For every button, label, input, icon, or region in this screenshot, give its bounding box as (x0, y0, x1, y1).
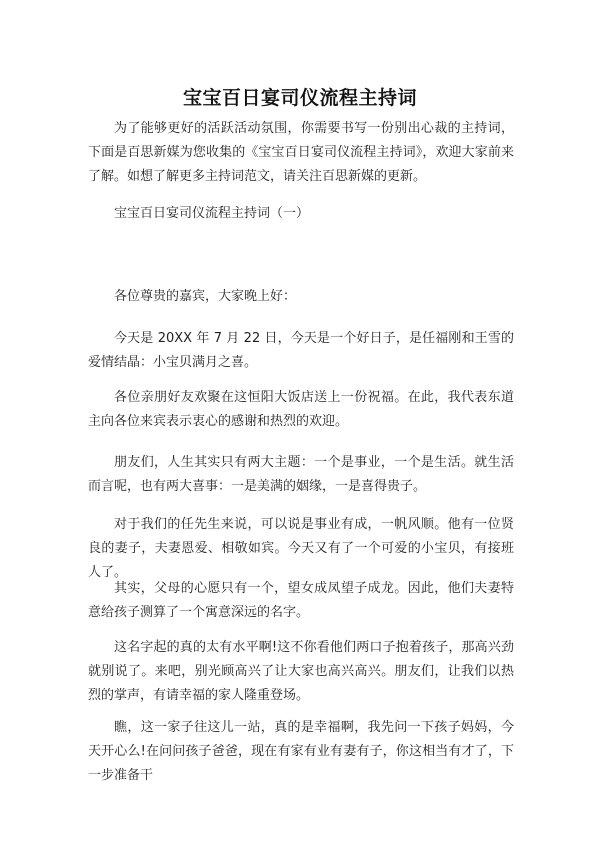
document-title: 宝宝百日宴司仪流程主持词 (182, 87, 417, 109)
body-paragraph: 瞧，这一家子往这儿一站，真的是幸福啊，我先问一下孩子妈妈，今天开心么!在问问孩子爸爸，现在有家有业有妻有子，你这相当有才了，下一步准备干 (88, 720, 514, 783)
section-subtitle: 宝宝百日宴司仪流程主持词（一） (114, 206, 310, 221)
body-paragraph: 对于我们的任先生来说，可以说是事业有成，一帆风顺。他有一位贤良的妻子，夫妻恩爱、相敬如宾。今天又有了一个可爱的小宝贝，有接班人了。 (88, 517, 514, 580)
body-paragraph: 朋友们，人生其实只有两大主题：一个是事业，一个是生活。就生活而言呢，也有两大喜事：一是美满的姻缘，一是喜得贵子。 (88, 455, 514, 494)
body-paragraph: 其实，父母的心愿只有一个，望女成凤望子成龙。因此，他们夫妻特意给孩子测算了一个寓意深远的名字。 (88, 581, 514, 620)
greeting-paragraph: 各位尊贵的嘉宾，大家晚上好： (114, 289, 297, 304)
body-paragraph: 各位亲朋好友欢聚在这恒阳大饭店送上一份祝福。在此，我代表东道主向各位来宾表示衷心的感谢和热烈的欢迎。 (88, 390, 514, 429)
body-paragraph: 今天是 20XX 年 7 月 22 日，今天是一个好日子，是任福刚和王雪的爱情结晶：小宝贝满月之喜。 (88, 331, 514, 370)
body-paragraph: 这名字起的真的太有水平啊!这不你看他们两口子抱着孩子，那高兴劲就别说了。来吧，别光顾高兴了让大家也高兴高兴。朋友们，让我们以热烈的掌声，有请幸福的家人隆重登场。 (88, 640, 514, 703)
intro-paragraph: 为了能够更好的活跃活动氛围，你需要书写一份别出心裁的主持词，下面是百思新媒为您收集的《宝宝百日宴司仪流程主持词》，欢迎大家前来了解。如想了解更多主持词范文，请关注百思新媒的更新。 (88, 121, 514, 184)
